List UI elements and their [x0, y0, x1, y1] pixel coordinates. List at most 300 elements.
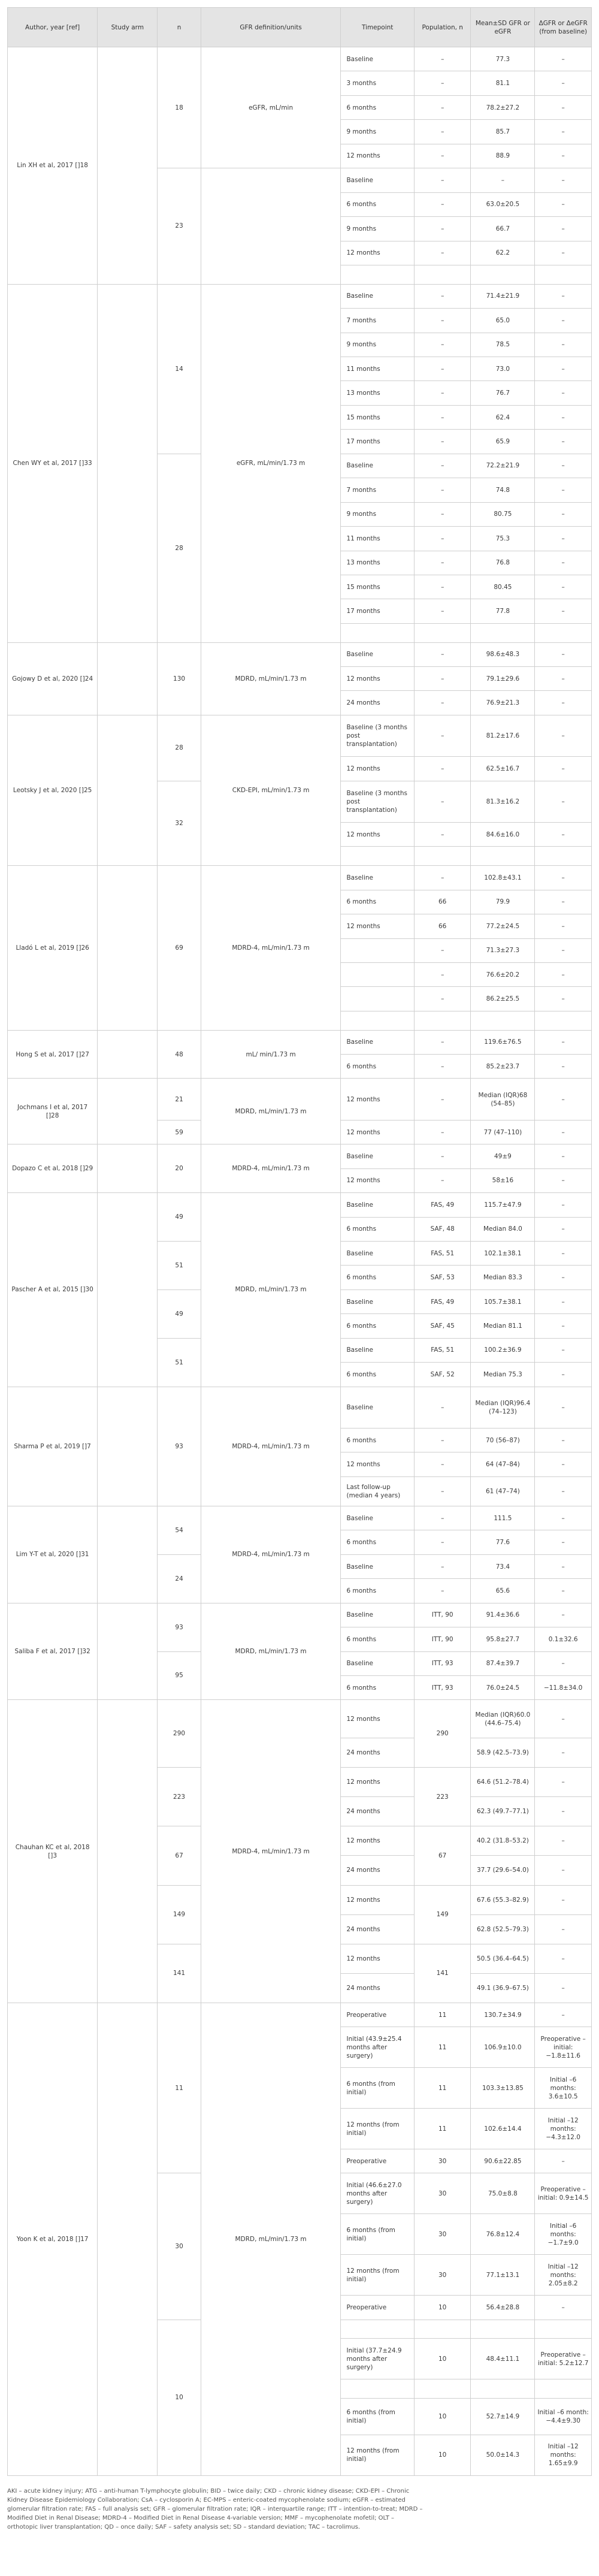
cell-n: 28 — [158, 454, 201, 642]
cell-n: 30 — [158, 2173, 201, 2320]
cell-timepoint: 7 months — [341, 309, 414, 333]
cell-study-arm — [98, 1193, 158, 1387]
cell-delta-gfr: – — [535, 2003, 592, 2027]
cell-timepoint: 11 months — [341, 527, 414, 551]
cell-delta-gfr: – — [535, 1476, 592, 1506]
cell-mean-gfr: 49.1 (36.9–67.5) — [471, 1973, 535, 2003]
cell-mean-gfr: 67.6 (55.3–82.9) — [471, 1885, 535, 1914]
cell-timepoint: Baseline — [341, 1030, 414, 1054]
cell-mean-gfr: 77.8 — [471, 599, 535, 623]
cell-delta-gfr: – — [535, 71, 592, 95]
cell-mean-gfr: 78.5 — [471, 333, 535, 357]
cell-timepoint: 24 months — [341, 1973, 414, 2003]
cell-mean-gfr: 130.7±34.9 — [471, 2003, 535, 2027]
cell-delta-gfr: – — [535, 2149, 592, 2173]
cell-population: – — [414, 217, 471, 241]
cell-gfr-definition: eGFR, mL/min/1.73 m — [201, 284, 341, 642]
header-n: n — [158, 8, 201, 47]
cell-mean-gfr: 102.6±14.4 — [471, 2109, 535, 2149]
cell-n: 223 — [158, 1768, 201, 1826]
cell-population: – — [414, 823, 471, 847]
cell-delta-gfr — [535, 2379, 592, 2399]
cell-delta-gfr: – — [535, 1338, 592, 1362]
cell-population: – — [414, 454, 471, 478]
cell-author: Dopazo C et al, 2018 []29 — [8, 1144, 98, 1193]
cell-delta-gfr: – — [535, 478, 592, 502]
cell-delta-gfr: – — [535, 1530, 592, 1554]
cell-gfr-definition — [201, 168, 341, 285]
cell-timepoint: 12 months — [341, 1168, 414, 1192]
cell-timepoint: 15 months — [341, 405, 414, 429]
cell-population: ITT, 90 — [414, 1627, 471, 1651]
cell-delta-gfr: – — [535, 120, 592, 144]
cell-delta-gfr: – — [535, 144, 592, 168]
cell-population: – — [414, 781, 471, 822]
cell-delta-gfr: – — [535, 1030, 592, 1054]
cell-delta-gfr: – — [535, 1363, 592, 1387]
cell-gfr-definition: eGFR, mL/min — [201, 47, 341, 168]
cell-n: 130 — [158, 642, 201, 715]
cell-population: – — [414, 1428, 471, 1452]
cell-delta-gfr: – — [535, 1554, 592, 1578]
cell-timepoint: Initial (46.6±27.0 months after surgery) — [341, 2173, 414, 2214]
cell-timepoint: 24 months — [341, 691, 414, 715]
cell-timepoint: 12 months — [341, 914, 414, 938]
cell-n: 290 — [158, 1700, 201, 1768]
cell-population: – — [414, 333, 471, 357]
cell-delta-gfr: – — [535, 781, 592, 822]
cell-timepoint: 17 months — [341, 430, 414, 454]
cell-population: – — [414, 381, 471, 405]
cell-timepoint: 24 months — [341, 1797, 414, 1826]
cell-timepoint: 9 months — [341, 333, 414, 357]
cell-author: Lim Y-T et al, 2020 []31 — [8, 1506, 98, 1603]
cell-mean-gfr — [471, 623, 535, 642]
cell-population: – — [414, 144, 471, 168]
cell-population: 11 — [414, 2109, 471, 2149]
cell-delta-gfr: – — [535, 757, 592, 781]
table-row — [8, 1079, 592, 1120]
cell-population: ITT, 93 — [414, 1651, 471, 1675]
cell-delta-gfr: – — [535, 1506, 592, 1530]
cell-population: SAF, 53 — [414, 1266, 471, 1289]
cell-gfr-definition: MDRD-4, mL/min/1.73 m — [201, 1700, 341, 2003]
cell-n: 67 — [158, 1826, 201, 1885]
table-row — [8, 642, 592, 666]
cell-population — [414, 847, 471, 866]
cell-population: – — [414, 1387, 471, 1428]
cell-timepoint: Initial (37.7±24.9 months after surgery) — [341, 2339, 414, 2379]
cell-delta-gfr: – — [535, 1603, 592, 1627]
cell-population: – — [414, 430, 471, 454]
cell-mean-gfr: 63.0±20.5 — [471, 192, 535, 216]
cell-timepoint: Baseline — [341, 1651, 414, 1675]
cell-n: 51 — [158, 1241, 201, 1289]
cell-study-arm — [98, 1700, 158, 2003]
cell-n: 24 — [158, 1554, 201, 1603]
cell-timepoint: 12 months — [341, 1768, 414, 1797]
cell-mean-gfr: 64.6 (51.2–78.4) — [471, 1768, 535, 1797]
cell-study-arm — [98, 642, 158, 715]
cell-mean-gfr: 78.2±27.2 — [471, 95, 535, 119]
cell-timepoint: 12 months — [341, 144, 414, 168]
cell-n: 54 — [158, 1506, 201, 1554]
cell-mean-gfr: 66.7 — [471, 217, 535, 241]
cell-mean-gfr: 72.2±21.9 — [471, 454, 535, 478]
cell-timepoint: 24 months — [341, 1738, 414, 1767]
cell-mean-gfr: 115.7±47.9 — [471, 1193, 535, 1217]
cell-timepoint: 12 months — [341, 823, 414, 847]
cell-study-arm — [98, 1030, 158, 1079]
cell-population: – — [414, 962, 471, 986]
cell-timepoint — [341, 938, 414, 962]
cell-timepoint: 12 months — [341, 1944, 414, 1973]
cell-mean-gfr: 84.6±16.0 — [471, 823, 535, 847]
cell-mean-gfr: 81.3±16.2 — [471, 781, 535, 822]
cell-population: 10 — [414, 2296, 471, 2320]
cell-timepoint: 6 months — [341, 1675, 414, 1699]
cell-delta-gfr: – — [535, 715, 592, 756]
cell-timepoint: 12 months — [341, 667, 414, 691]
cell-timepoint: Baseline — [341, 168, 414, 192]
cell-mean-gfr: 70 (56–87) — [471, 1428, 535, 1452]
cell-population — [414, 2320, 471, 2339]
cell-population: 30 — [414, 2255, 471, 2296]
cell-delta-gfr: – — [535, 333, 592, 357]
cell-delta-gfr: – — [535, 95, 592, 119]
cell-delta-gfr: – — [535, 284, 592, 308]
cell-n: 93 — [158, 1387, 201, 1506]
cell-population: – — [414, 575, 471, 599]
cell-timepoint: 9 months — [341, 120, 414, 144]
cell-timepoint — [341, 2320, 414, 2339]
table-row — [8, 47, 592, 71]
cell-n: 69 — [158, 866, 201, 1030]
header-study-arm: Study arm — [98, 8, 158, 47]
cell-mean-gfr: – — [471, 168, 535, 192]
cell-n: 11 — [158, 2003, 201, 2173]
cell-timepoint: Baseline — [341, 454, 414, 478]
cell-timepoint — [341, 265, 414, 284]
cell-mean-gfr — [471, 1011, 535, 1030]
cell-population: – — [414, 938, 471, 962]
cell-delta-gfr: – — [535, 987, 592, 1011]
cell-timepoint: 13 months — [341, 381, 414, 405]
cell-population: FAS, 51 — [414, 1241, 471, 1265]
cell-mean-gfr: 65.9 — [471, 430, 535, 454]
cell-author: Saliba F et al, 2017 []32 — [8, 1603, 98, 1700]
cell-timepoint: 6 months — [341, 95, 414, 119]
cell-population — [414, 623, 471, 642]
cell-timepoint: 12 months (from initial) — [341, 2255, 414, 2296]
cell-delta-gfr: – — [535, 1314, 592, 1338]
cell-population: SAF, 45 — [414, 1314, 471, 1338]
cell-delta-gfr: – — [535, 1768, 592, 1797]
cell-population: 290 — [414, 1700, 471, 1768]
cell-timepoint: 12 months — [341, 1885, 414, 1914]
cell-study-arm — [98, 1079, 158, 1144]
cell-delta-gfr: – — [535, 241, 592, 265]
cell-mean-gfr: Median (IQR)96.4 (74–123) — [471, 1387, 535, 1428]
cell-mean-gfr: Median 81.1 — [471, 1314, 535, 1338]
cell-population: 30 — [414, 2214, 471, 2255]
cell-population: – — [414, 599, 471, 623]
cell-gfr-definition: MDRD, mL/min/1.73 m — [201, 642, 341, 715]
cell-delta-gfr: Preoperative –initial: 0.9±14.5 — [535, 2173, 592, 2214]
cell-timepoint: Last follow-up (median 4 years) — [341, 1476, 414, 1506]
cell-population: FAS, 49 — [414, 1193, 471, 1217]
cell-study-arm — [98, 47, 158, 285]
cell-timepoint: Baseline — [341, 1289, 414, 1313]
cell-delta-gfr: 0.1±32.6 — [535, 1627, 592, 1651]
cell-gfr-definition: MDRD, mL/min/1.73 m — [201, 1193, 341, 1387]
cell-population: – — [414, 309, 471, 333]
cell-timepoint: 6 months — [341, 192, 414, 216]
header-author: Author, year [ref] — [8, 8, 98, 47]
cell-population: – — [414, 405, 471, 429]
cell-population: – — [414, 284, 471, 308]
cell-mean-gfr: 58±16 — [471, 1168, 535, 1192]
cell-mean-gfr: 102.1±38.1 — [471, 1241, 535, 1265]
cell-population: – — [414, 1506, 471, 1530]
table-row — [8, 715, 592, 756]
cell-timepoint: Baseline — [341, 1603, 414, 1627]
cell-mean-gfr: 119.6±76.5 — [471, 1030, 535, 1054]
cell-population: – — [414, 642, 471, 666]
cell-mean-gfr: 62.5±16.7 — [471, 757, 535, 781]
cell-delta-gfr: Preoperative –initial: −1.8±11.6 — [535, 2027, 592, 2068]
cell-delta-gfr: – — [535, 405, 592, 429]
cell-population: – — [414, 71, 471, 95]
cell-delta-gfr: Initial –6 months: −1.7±9.0 — [535, 2214, 592, 2255]
cell-timepoint: Baseline — [341, 47, 414, 71]
cell-delta-gfr: – — [535, 823, 592, 847]
cell-population: 66 — [414, 890, 471, 914]
cell-delta-gfr: – — [535, 2296, 592, 2320]
cell-mean-gfr: 40.2 (31.8–53.2) — [471, 1826, 535, 1856]
cell-n: 20 — [158, 1144, 201, 1193]
cell-delta-gfr: – — [535, 1700, 592, 1738]
cell-mean-gfr: 105.7±38.1 — [471, 1289, 535, 1313]
cell-delta-gfr: – — [535, 430, 592, 454]
cell-n: 14 — [158, 284, 201, 454]
cell-population: 30 — [414, 2149, 471, 2173]
cell-timepoint: 12 months — [341, 241, 414, 265]
cell-population: 149 — [414, 1885, 471, 1944]
cell-author: Chen WY et al, 2017 []33 — [8, 284, 98, 642]
cell-mean-gfr: 50.0±14.3 — [471, 2435, 535, 2475]
cell-timepoint: Baseline — [341, 866, 414, 890]
cell-delta-gfr: – — [535, 1856, 592, 1885]
cell-population: – — [414, 1030, 471, 1054]
cell-mean-gfr: 98.6±48.3 — [471, 642, 535, 666]
cell-delta-gfr: Initial –12 months: −4.3±12.0 — [535, 2109, 592, 2149]
cell-population: 10 — [414, 2398, 471, 2435]
cell-mean-gfr: 71.4±21.9 — [471, 284, 535, 308]
cell-timepoint: Preoperative — [341, 2003, 414, 2027]
cell-delta-gfr: – — [535, 599, 592, 623]
cell-mean-gfr: 58.9 (42.5–73.9) — [471, 1738, 535, 1767]
cell-timepoint: 6 months (from initial) — [341, 2214, 414, 2255]
cell-mean-gfr: 52.7±14.9 — [471, 2398, 535, 2435]
cell-mean-gfr: 76.0±24.5 — [471, 1675, 535, 1699]
cell-timepoint: 6 months — [341, 1579, 414, 1603]
cell-mean-gfr: 76.6±20.2 — [471, 962, 535, 986]
table-row — [8, 1603, 592, 1627]
cell-delta-gfr: Initial –6 month: −4.4±9.30 — [535, 2398, 592, 2435]
cell-timepoint: 12 months — [341, 1826, 414, 1856]
cell-author: Pascher A et al, 2015 []30 — [8, 1193, 98, 1387]
cell-delta-gfr: – — [535, 642, 592, 666]
cell-mean-gfr: 77.3 — [471, 47, 535, 71]
cell-delta-gfr: – — [535, 962, 592, 986]
cell-mean-gfr: Median (IQR)60.0 (44.6–75.4) — [471, 1700, 535, 1738]
cell-delta-gfr — [535, 1011, 592, 1030]
cell-n: 21 — [158, 1079, 201, 1120]
cell-delta-gfr: – — [535, 1217, 592, 1241]
cell-population: 30 — [414, 2173, 471, 2214]
cell-delta-gfr — [535, 265, 592, 284]
cell-delta-gfr: – — [535, 1914, 592, 1944]
cell-population: – — [414, 987, 471, 1011]
cell-population: – — [414, 120, 471, 144]
cell-timepoint: Baseline — [341, 1241, 414, 1265]
cell-timepoint: 9 months — [341, 217, 414, 241]
cell-population: – — [414, 47, 471, 71]
cell-mean-gfr: 87.4±39.7 — [471, 1651, 535, 1675]
cell-mean-gfr: 62.2 — [471, 241, 535, 265]
cell-population: ITT, 90 — [414, 1603, 471, 1627]
cell-population: 223 — [414, 1768, 471, 1826]
cell-timepoint: 24 months — [341, 1856, 414, 1885]
cell-delta-gfr: −11.8±34.0 — [535, 1675, 592, 1699]
cell-n: 49 — [158, 1289, 201, 1338]
cell-gfr-definition: MDRD-4, mL/min/1.73 m — [201, 1144, 341, 1193]
cell-population: 11 — [414, 2027, 471, 2068]
cell-delta-gfr: – — [535, 1055, 592, 1079]
cell-timepoint: 12 months — [341, 1120, 414, 1144]
cell-timepoint — [341, 1011, 414, 1030]
cell-delta-gfr: – — [535, 1579, 592, 1603]
cell-population: – — [414, 502, 471, 526]
cell-mean-gfr: 74.8 — [471, 478, 535, 502]
table-row — [8, 1030, 592, 1054]
cell-delta-gfr: – — [535, 1241, 592, 1265]
cell-population: – — [414, 1452, 471, 1476]
cell-population: – — [414, 691, 471, 715]
header-gfr-definition: GFR definition/units — [201, 8, 341, 47]
cell-timepoint: 12 months — [341, 757, 414, 781]
cell-delta-gfr: – — [535, 527, 592, 551]
cell-delta-gfr: – — [535, 1387, 592, 1428]
cell-author: Chauhan KC et al, 2018 []3 — [8, 1700, 98, 2003]
cell-timepoint: Baseline (3 months post transplantation) — [341, 781, 414, 822]
cell-timepoint: 24 months — [341, 1914, 414, 1944]
cell-author: Sharma P et al, 2019 []7 — [8, 1387, 98, 1506]
header-delta-gfr: ΔGFR or ΔeGFR (from baseline) — [535, 8, 592, 47]
cell-mean-gfr: 102.8±43.1 — [471, 866, 535, 890]
cell-timepoint — [341, 962, 414, 986]
cell-study-arm — [98, 284, 158, 642]
cell-population: – — [414, 192, 471, 216]
table-row — [8, 1506, 592, 1530]
cell-mean-gfr: 49±9 — [471, 1144, 535, 1168]
cell-population: – — [414, 1579, 471, 1603]
cell-delta-gfr: – — [535, 1193, 592, 1217]
cell-population — [414, 2379, 471, 2399]
cell-timepoint: 9 months — [341, 502, 414, 526]
cell-mean-gfr — [471, 847, 535, 866]
cell-delta-gfr: – — [535, 1738, 592, 1767]
cell-delta-gfr — [535, 623, 592, 642]
cell-n: 141 — [158, 1944, 201, 2003]
cell-gfr-definition: MDRD-4, mL/min/1.73 m — [201, 1387, 341, 1506]
cell-timepoint: Initial (43.9±25.4 months after surgery) — [341, 2027, 414, 2068]
cell-population: – — [414, 1530, 471, 1554]
cell-timepoint: Baseline — [341, 1193, 414, 1217]
cell-delta-gfr — [535, 847, 592, 866]
cell-timepoint — [341, 987, 414, 1011]
cell-mean-gfr: 91.4±36.6 — [471, 1603, 535, 1627]
cell-timepoint: 6 months — [341, 1428, 414, 1452]
cell-mean-gfr: 71.3±27.3 — [471, 938, 535, 962]
cell-mean-gfr: 80.75 — [471, 502, 535, 526]
cell-population: – — [414, 241, 471, 265]
cell-population: – — [414, 357, 471, 381]
cell-mean-gfr: 106.9±10.0 — [471, 2027, 535, 2068]
cell-author: Jochmans I et al, 2017 []28 — [8, 1079, 98, 1144]
cell-timepoint: 12 months — [341, 1079, 414, 1120]
table-row — [8, 866, 592, 890]
table-footnote: AKI – acute kidney injury; ATG – anti-human T-lymphocyte globulin; BID – twice daily; CKD – chronic kidney disease; CKD-EPI – Chronic Kidney Disease Epidemiology Collaboration; CsA – cyclosporin A; EC-MPS – enteric-coated mycophenolate sodium; eGFR – estimated glomerular filtration rate; FAS – full analysis set; GFR – glomerular filtration rate; IQR – interquartile range; ITT – intention-to-treat; MDRD – Modified Diet in Renal Disease; MDRD-4 – Modified Diet in Renal Disease 4-variable version; MMF – mycophenolate mofetil; OLT – orthotopic liver transplantation; QD – once daily; SAF – safety analysis set; SD – standard deviation; TAC – tacrolimus. — [7, 2488, 423, 2530]
cell-timepoint: Baseline — [341, 284, 414, 308]
cell-timepoint — [341, 2379, 414, 2399]
cell-study-arm — [98, 1506, 158, 1603]
cell-delta-gfr: Preoperative –initial: 5.2±12.7 — [535, 2339, 592, 2379]
cell-population: SAF, 52 — [414, 1363, 471, 1387]
cell-mean-gfr: 79.9 — [471, 890, 535, 914]
cell-gfr-definition: CKD-EPI, mL/min/1.73 m — [201, 715, 341, 865]
cell-population: 141 — [414, 1944, 471, 2003]
cell-study-arm — [98, 1144, 158, 1193]
cell-timepoint: Baseline — [341, 1144, 414, 1168]
cell-timepoint: 6 months (from initial) — [341, 2068, 414, 2109]
cell-timepoint: 15 months — [341, 575, 414, 599]
cell-timepoint — [341, 623, 414, 642]
cell-mean-gfr: 95.8±27.7 — [471, 1627, 535, 1651]
cell-n: 48 — [158, 1030, 201, 1079]
cell-timepoint: 12 months (from initial) — [341, 2109, 414, 2149]
cell-mean-gfr: Median 83.3 — [471, 1266, 535, 1289]
cell-timepoint: 6 months — [341, 1363, 414, 1387]
cell-population: – — [414, 1554, 471, 1578]
cell-timepoint: Baseline — [341, 1554, 414, 1578]
cell-mean-gfr: 65.6 — [471, 1579, 535, 1603]
cell-mean-gfr: 88.9 — [471, 144, 535, 168]
cell-mean-gfr: 76.8 — [471, 551, 535, 575]
cell-mean-gfr: 81.2±17.6 — [471, 715, 535, 756]
cell-timepoint: Baseline — [341, 1506, 414, 1530]
cell-study-arm — [98, 2003, 158, 2475]
cell-mean-gfr — [471, 2379, 535, 2399]
cell-gfr-definition: mL/ min/1.73 m — [201, 1030, 341, 1079]
cell-study-arm — [98, 715, 158, 865]
table-body — [8, 47, 592, 2476]
cell-timepoint: 6 months — [341, 1530, 414, 1554]
cell-author: Lin XH et al, 2017 []18 — [8, 47, 98, 285]
cell-timepoint: 13 months — [341, 551, 414, 575]
cell-delta-gfr: – — [535, 1651, 592, 1675]
